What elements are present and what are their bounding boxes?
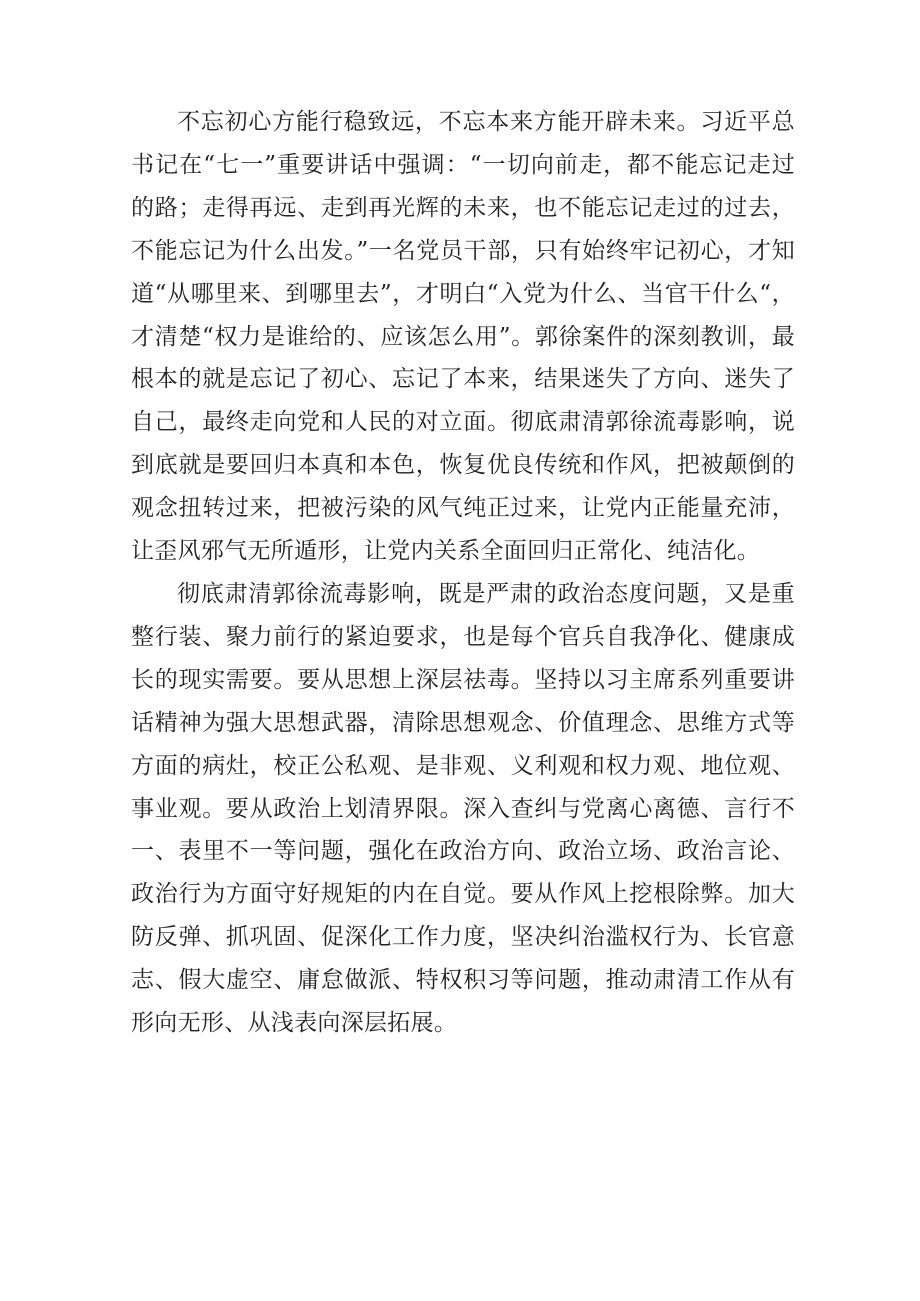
document-body xyxy=(131,101,795,1045)
paragraph-2: 彻底肃清郭徐流毒影响，既是严肃的政治态度问题，又是重整行装、聚力前行的紧迫要求，也是每个官兵自我净化、健康成长的现实需要。要从思想上深层祛毒。坚持以习主席系列重要讲话精神为强大思想武器，清除思想观念、价值理念、思维方式等方面的病灶，校正公私观、是非观、义利观和权力观、地位观、事业观。要从政治上划清界限。深入查纠与党离心离德、言行不一、表里不一等问题，强化在政治方向、政治立场、政治言论、政治行为方面守好规矩的内在自觉。要从作风上挖根除弊。加大防反弹、抓巩固、促深化工作力度，坚决纠治滥权行为、长官意志、假大虚空、庸怠做派、特权积习等问题，推动肃清工作从有形向无形、从浅表向深层拓展。 xyxy=(131,580,795,1037)
paragraph-1: 不忘初心方能行稳致远，不忘本来方能开辟未来。习近平总书记在“七一”重要讲话中强调：“一切向前走，都不能忘记走过的路；走得再远、走到再光辉的未来，也不能忘记走过的过去，不能忘记为什么出发。”一名党员干部，只有始终牢记初心，才知道“从哪里来、到哪里去”，才明白“入党为什么、当官干什么“，才清楚“权力是谁给的、应该怎么用”。郭徐案件的深刻教训，最根本的就是忘记了初心、忘记了本来，结果迷失了方向、迷失了自己，最终走向党和人民的对立面。彻底肃清郭徐流毒影响，说到底就是要回归本真和本色，恢复优良传统和作风，把被颠倒的观念扭转过来，把被污染的风气纯正过来，让党内正能量充沛，让歪风邪气无所遁形，让党内关系全面回归正常化、纯洁化。 xyxy=(131,109,795,565)
